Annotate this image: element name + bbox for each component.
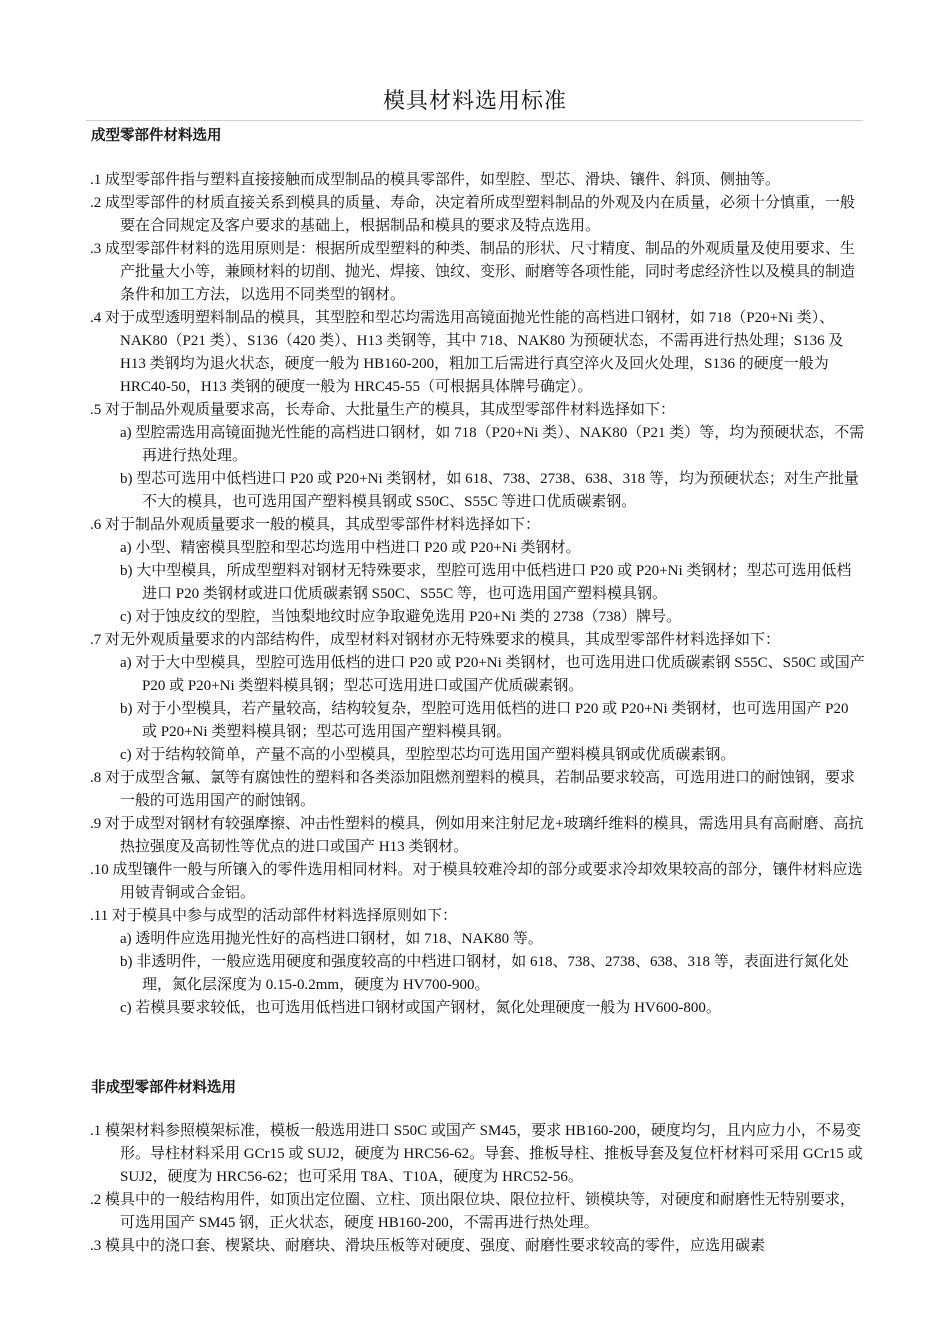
section-heading-non-molding-parts: 非成型零部件材料选用 <box>91 1080 236 1096</box>
list-item: .1 成型零部件指与塑料直接接触而成型制品的模具零部件，如型腔、型芯、滑块、镶件、斜顶、侧抽等。 <box>90 172 781 188</box>
sub-list-item: b) 大中型模具，所成型塑料对钢材无特殊要求，型腔可选用中低档进口 P20 或 P20+Ni 类钢材；型芯可选用低档进口 P20 类钢材或进口优质碳素钢 S50C、S55C 等，也可选用国产塑料模具钢。 <box>120 563 852 602</box>
sub-list-item: c) 对于结构较简单，产量不高的小型模具，型腔型芯均可选用国产塑料模具钢或优质碳素钢。 <box>120 747 736 763</box>
list-item: .3 模具中的浇口套、楔紧块、耐磨块、滑块压板等对硬度、强度、耐磨性要求较高的零件，应选用碳素 <box>90 1238 766 1254</box>
sub-list-item: a) 小型、精密模具型腔和型芯均选用中档进口 P20 或 P20+Ni 类钢材。 <box>120 540 581 556</box>
sub-list-item: b) 非透明件，一般应选用硬度和强度较高的中档进口钢材，如 618、738、2738、638、318 等，表面进行氮化处理，氮化层深度为 0.15-0.2mm，硬度为 HV700-900。 <box>120 954 849 993</box>
sub-list-item: b) 型芯可选用中低档进口 P20 或 P20+Ni 类钢材，如 618、738、2738、638、318 等，均为预硬状态；对生产批量不大的模具，也可选用国产塑料模具钢或 S50C、S55C 等进口优质碳素钢。 <box>120 471 859 510</box>
list-item: .3 成型零部件材料的选用原则是：根据所成型塑料的种类、制品的形状、尺寸精度、制品的外观质量及使用要求、生产批量大小等，兼顾材料的切削、抛光、焊接、蚀纹、变形、耐磨等各项性能，同时考虑经济性以及模具的制造条件和加工方法，以选用不同类型的钢材。 <box>90 241 856 303</box>
list-item: .2 模具中的一般结构用件，如顶出定位圈、立柱、顶出限位块、限位拉杆、锁模块等，对硬度和耐磨性无特别要求，可选用国产 SM45 钢，正火状态，硬度 HB160-200，不需再进行热处理。 <box>90 1192 856 1231</box>
sub-list-item: c) 对于蚀皮纹的型腔，当蚀梨地纹时应争取避免选用 P20+Ni 类的 2738（738）牌号。 <box>120 609 681 625</box>
list-item: .8 对于成型含氟、氯等有腐蚀性的塑料和各类添加阻燃剂塑料的模具，若制品要求较高，可选用进口的耐蚀钢，要求一般的可选用国产的耐蚀钢。 <box>90 770 856 809</box>
list-item: .5 对于制品外观质量要求高，长寿命、大批量生产的模具，其成型零部件材料选择如下： <box>90 402 676 418</box>
title-divider <box>86 120 863 121</box>
list-item: .2 成型零部件的材质直接关系到模具的质量、寿命，决定着所成型塑料制品的外观及内在质量，必须十分慎重，一般要在合同规定及客户要求的基础上，根据制品和模具的要求及特点选用。 <box>90 195 856 234</box>
sub-list-item: c) 若模具要求较低，也可选用低档进口钢材或国产钢材，氮化处理硬度一般为 HV600-800。 <box>120 1000 721 1016</box>
list-item: .4 对于成型透明塑料制品的模具，其型腔和型芯均需选用高镜面抛光性能的高档进口钢材，如 718（P20+Ni 类）、NAK80（P21 类）、S136（420 类）、H13 类钢等，其中 718、NAK80 为预硬状态，不需再进行热处理；S136 及 H13 类钢均为退火状态，硬度一般为 HB160-200，粗加工后需进行真空淬火及回火处理，S136 的硬度一般为 HRC40-50，H13 类钢的硬度一般为 HRC45-55（可根据具体牌号确定）。 <box>90 310 844 395</box>
list-item: .10 成型镶件一般与所镶入的零件选用相同材料。对于模具较难冷却的部分或要求冷却效果较高的部分，镶件材料应选用铍青铜或合金铝。 <box>90 862 863 901</box>
sub-list-item: a) 型腔需选用高镜面抛光性能的高档进口钢材，如 718（P20+Ni 类）、NAK80（P21 类）等，均为预硬状态，不需再进行热处理。 <box>120 425 865 464</box>
list-item: .6 对于制品外观质量要求一般的模具，其成型零部件材料选择如下： <box>90 517 541 533</box>
list-item: .11 对于模具中参与成型的活动部件材料选择原则如下： <box>90 908 457 924</box>
section-heading-molding-parts: 成型零部件材料选用 <box>91 128 222 144</box>
list-item: .1 模架材料参照模架标准，模板一般选用进口 S50C 或国产 SM45，要求 HB160-200，硬度均匀，且内应力小，不易变形。导柱材料采用 GCr15 或 SUJ2，硬度为 HRC56-62。导套、推板导柱、推板导套及复位杆材料可采用 GCr15 或 SUJ2，硬度为 HRC56-62；也可采用 T8A、T10A，硬度为 HRC52-56。 <box>90 1123 863 1185</box>
section-body-molding-parts <box>90 169 865 1020</box>
list-item: .7 对无外观质量要求的内部结构件，成型材料对钢材亦无特殊要求的模具，其成型零部件材料选择如下： <box>90 632 781 648</box>
section-body-non-molding-parts <box>90 1120 865 1258</box>
list-item: .9 对于成型对钢材有较强摩擦、冲击性塑料的模具，例如用来注射尼龙+玻璃纤维料的模具，需选用具有高耐磨、高抗热拉强度及高韧性等优点的进口或国产 H13 类钢材。 <box>90 816 864 855</box>
sub-list-item: a) 对于大中型模具，型腔可选用低档的进口 P20 或 P20+Ni 类钢材，也可选用进口优质碳素钢 S55C、S50C 或国产 P20 或 P20+Ni 类塑料模具钢；型芯可选用进口或国产优质碳素钢。 <box>120 655 865 694</box>
document-title: 模具材料选用标准 <box>382 89 567 114</box>
sub-list-item: b) 对于小型模具，若产量较高，结构较复杂，型腔可选用低档的进口 P20 或 P20+Ni 类钢材，也可选用国产 P20 或 P20+Ni 类塑料模具钢；型芯可选用国产塑料模具钢。 <box>120 701 849 740</box>
sub-list-item: a) 透明件应选用抛光性好的高档进口钢材，如 718、NAK80 等。 <box>120 931 543 947</box>
